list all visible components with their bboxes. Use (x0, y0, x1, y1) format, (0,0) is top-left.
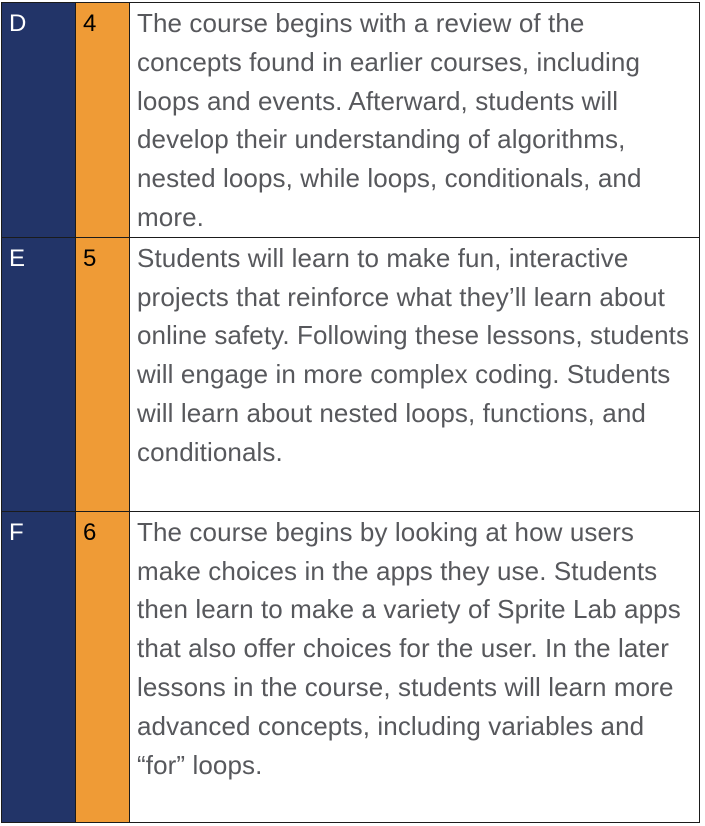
course-description: The course begins by looking at how users make choices in the apps they use. Students then learn to make a variety of Sprite Lab apps that also offer choices for the user. In the later lessons in the course, students will learn more advanced concepts, including variables and “for” loops. (137, 516, 681, 780)
course-letter-cell (2, 237, 76, 511)
course-table (1, 2, 700, 823)
course-description: The course begins with a review of the concepts found in earlier courses, including loops and events. Afterward, students will develop their understanding of algorithms, nested loops, while loops, conditionals, and more. (137, 8, 642, 232)
course-letter: F (9, 518, 24, 546)
grade-cell (76, 237, 130, 511)
course-description: Students will learn to make fun, interactive projects that reinforce what they’ll learn about online safety. Following these lessons, students will engage in more complex coding. Students will learn about nested loops, functions, and conditionals. (137, 242, 690, 467)
table-row (2, 3, 700, 238)
course-letter-cell (2, 3, 76, 238)
grade-number: 4 (83, 10, 97, 37)
grade-cell (76, 3, 130, 238)
course-letter: E (9, 244, 26, 272)
course-letter-cell (2, 511, 76, 822)
description-cell (130, 3, 700, 238)
grade-number: 5 (83, 244, 97, 272)
table-row (2, 511, 700, 822)
description-cell (130, 511, 700, 822)
description-cell (130, 237, 700, 511)
table-row (2, 237, 700, 511)
grade-cell (76, 511, 130, 822)
course-letter: D (9, 10, 27, 37)
grade-number: 6 (83, 518, 97, 546)
